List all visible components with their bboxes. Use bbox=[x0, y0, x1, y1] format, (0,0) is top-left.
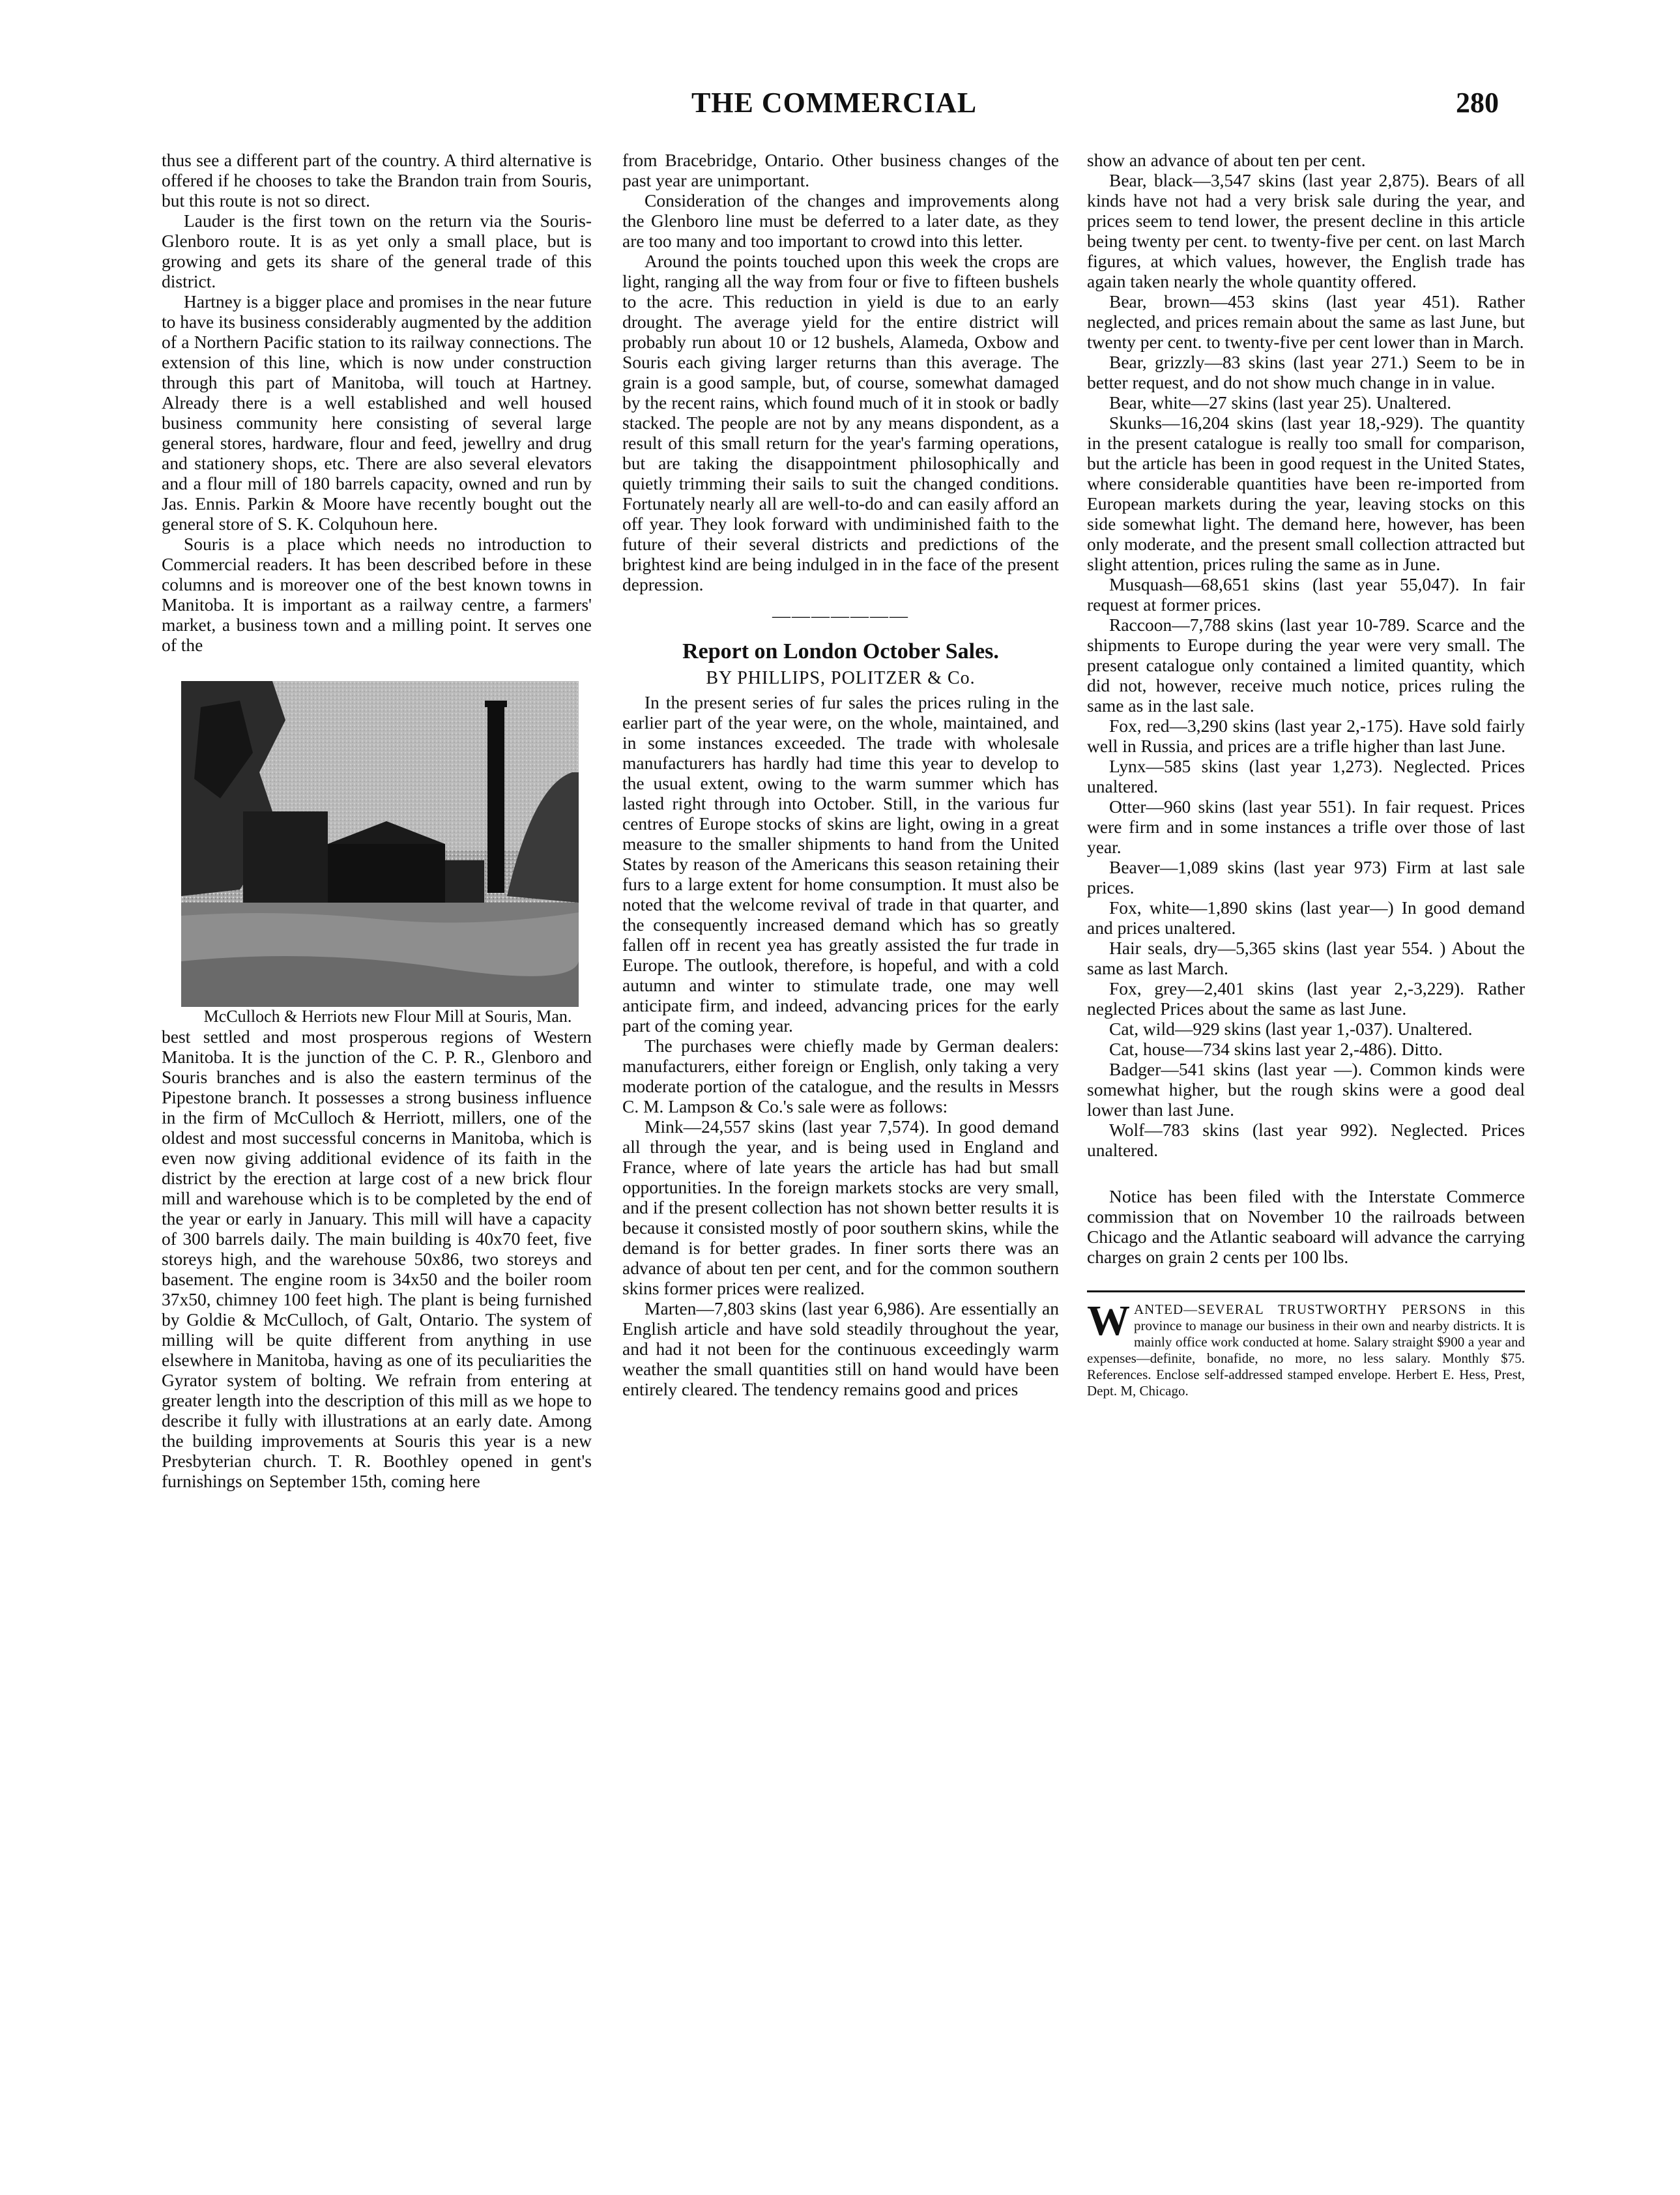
publication-title: THE COMMERCIAL bbox=[691, 87, 978, 119]
fur-entry: Lynx—585 skins (last year 1,273). Neglected. Prices unaltered. bbox=[1087, 756, 1525, 796]
col2-paragraph: Around the points touched upon this week the crops are light, ranging all the way from four or five to fifteen bushels to the acre. This reduction in yield is due to an early drought. The average yield for the entire district will probably run about 10 or 12 bushels, Alameda, Oxbow and Souris each giving larger returns than this average. The grain is a good sample, but, of course, somewhat damaged by the recent rains, which found much of it in stook or badly stacked. The people are not by any means dispondent, as a result of this small return for the year's farming operations, but are taking the disappointment philosophically and quietly trimming their sails to suit the changed conditions. Fortunately nearly all are well-to-do and can easily afford an off year. They look forward with undiminished faith to the future of their several districts and predictions of the brightest kind are being indulged in in the face of the present depression. bbox=[622, 251, 1059, 594]
article-byline: BY PHILLIPS, POLITZER & Co. bbox=[706, 668, 976, 688]
fur-entry: Cat, wild—929 skins (last year 1,-037). Unaltered. bbox=[1109, 1019, 1473, 1039]
ad-dropcap: W bbox=[1087, 1297, 1130, 1345]
fur-entry: Musquash—68,651 skins (last year 55,047). In fair request at former prices. bbox=[1087, 574, 1525, 615]
flour-mill-illustration bbox=[181, 681, 579, 1007]
fur-entry: Otter—960 skins (last year 551). In fair request. Prices were firm and in some instances a trifle over those of last year. bbox=[1087, 796, 1525, 857]
section-divider: ——————— bbox=[772, 606, 909, 626]
fur-entry: Mink—24,557 skins (last year 7,574). In good demand all through the year, and is being used in England and France, where of late years the article has had but small opportunities. In the foreign markets stocks are very small, and if the present collection has not shown better results it is because it consisted mostly of poor southern skins, while the demand is for better grades. In finer sorts there was an advance of about ten per cent, and for the common southern skins former prices were realized. bbox=[622, 1116, 1059, 1298]
fur-entry: Bear, grizzly—83 skins (last year 271.) Seem to be in better request, and do not show much change in in value. bbox=[1087, 352, 1525, 392]
col2-paragraph: from Bracebridge, Ontario. Other business changes of the past year are unimportant. bbox=[622, 150, 1059, 190]
fur-entry: Fox, red—3,290 skins (last year 2,-175). Have sold fairly well in Russia, and prices are a trifle higher than last June. bbox=[1087, 716, 1525, 756]
fur-entry: Raccoon—7,788 skins (last year 10-789. Scarce and the shipments to Europe during the year were very small. The present catalogue only contained a limited quantity, which did not, however, receive much notice, prices ruling the same as in the last sale. bbox=[1087, 615, 1525, 716]
fur-entry: Marten—7,803 skins (last year 6,986). Are essentially an English article and have sold steadily throughout the year, and had it not been for the continuous exceedingly warm weather the small quantities still on hand would have been entirely cleared. The tendency remains good and prices bbox=[622, 1298, 1059, 1399]
fur-entry: Fox, grey—2,401 skins (last year 2,-3,229). Rather neglected Prices about the same as last June. bbox=[1087, 978, 1525, 1019]
notice-text: Notice has been filed with the Interstate Commerce commission that on November 10 the railroads between Chicago and the Atlantic seaboard will advance the carrying charges on grain 2 cents per 100 lbs. bbox=[1087, 1186, 1525, 1267]
column-1 bbox=[162, 150, 592, 1491]
article-headline: Report on London October Sales. bbox=[682, 639, 999, 663]
fur-entry: Fox, white—1,890 skins (last year—) In good demand and prices unaltered. bbox=[1087, 897, 1525, 938]
page-header bbox=[0, 86, 1680, 125]
fur-entry: Skunks—16,204 skins (last year 18,-929). The quantity in the present catalogue is really too small for comparison, but the article has been in good request in the United States, where considerable quantities have been re-imported from European markets during the year, leaving stocks on this side somewhat light. The demand here, however, has been only moderate, and the present small collection attracted but slight attention, prices ruling the same as in June. bbox=[1087, 413, 1525, 574]
col1-paragraph: thus see a different part of the country. A third alternative is offered if he chooses to take the Brandon train from Souris, but this route is not so direct. bbox=[162, 150, 592, 211]
page-number: 280 bbox=[1456, 87, 1499, 119]
col2-paragraph: The purchases were chiefly made by German dealers: manufacturers, either foreign or English, only taking a very moderate portion of the catalogue, and the results in Messrs C. M. Lampson & Co.'s sale were as follows: bbox=[622, 1036, 1059, 1116]
fur-entry: Badger—541 skins (last year —). Common kinds were somewhat higher, but the rough skins were a good deal lower than last June. bbox=[1087, 1059, 1525, 1120]
rail-notice bbox=[1087, 1186, 1525, 1267]
fur-entry: Bear, brown—453 skins (last year 451). Rather neglected, and prices remain about the same as last June, but twenty per cent. to twenty-five per cent lower than in March. bbox=[1087, 291, 1525, 352]
col2-paragraph: Consideration of the changes and improvements along the Glenboro line must be deferred to a later date, as they are too many and too important to crowd into this letter. bbox=[622, 190, 1059, 251]
col1-paragraph: Souris is a place which needs no introduction to Commercial readers. It has been described before in these columns and is moreover one of the best known towns in Manitoba. It is important as a railway centre, a farmers' market, a business town and a milling point. It serves one of the bbox=[162, 534, 592, 655]
fur-entry: Cat, house—734 skins last year 2,-486). Ditto. bbox=[1109, 1039, 1443, 1059]
col1-paragraph: Hartney is a bigger place and promises in the near future to have its business considerably augmented by the addition of a Northern Pacific station to its railway connections. The extension of this line, which is now under construction through this part of Manitoba, will touch at Hartney. Already there is a well established and well housed business community here consisting of several large general stores, hardware, flour and feed, jewellry and drug and stationery shops, etc. There are also several elevators and a flour mill of 180 barrels capacity, owned and run by Jas. Ennis. Parkin & Moore have recently bought out the general store of S. K. Colquhoun here. bbox=[162, 291, 592, 534]
ad-body: in this province to manage our business in their own and nearby districts. It is mainly office work conducted at home. Salary straight $900 a year and expenses—definite, bonafide, no more, no less salary. Monthly $75. References. Enclose self-addressed stamped envelope. Herbert E. Hess, Prest, Dept. M, Chicago. bbox=[1087, 1301, 1525, 1399]
advertisement-rule bbox=[1087, 1290, 1525, 1292]
photo-caption: McCulloch & Herriots new Flour Mill at Souris, Man. bbox=[203, 1007, 572, 1026]
flour-mill-photograph bbox=[181, 681, 579, 1007]
col1-paragraph: Lauder is the first town on the return via the Souris-Glenboro route. It is as yet only a small place, but is growing and gets its share of the general trade of this district. bbox=[162, 211, 592, 291]
fur-entry: Wolf—783 skins (last year 992). Neglected. Prices unaltered. bbox=[1087, 1120, 1525, 1160]
column-3 bbox=[1087, 150, 1525, 1399]
fur-entry: Hair seals, dry—5,365 skins (last year 554. ) About the same as last March. bbox=[1087, 938, 1525, 978]
col3-paragraph: show an advance of about ten per cent. bbox=[1087, 150, 1366, 170]
ad-lead: ANTED—SEVERAL TRUSTWORTHY PERSONS bbox=[1134, 1301, 1467, 1317]
column-2 bbox=[622, 150, 1059, 1399]
fur-entry: Bear, black—3,547 skins (last year 2,875). Bears of all kinds have not had a very brisk sale during the year, and prices seem to tend lower, the present decline in this article being twenty per cent. to twenty-five per cent. on last March figures, at which values, however, the English trade has again taken nearly the whole quantity offered. bbox=[1087, 170, 1525, 291]
fur-entry: Beaver—1,089 skins (last year 973) Firm at last sale prices. bbox=[1087, 857, 1525, 897]
col1-paragraph: best settled and most prosperous regions of Western Manitoba. It is the junction of the C. P. R., Glenboro and Souris branches and is also the eastern terminus of the Pipestone branch. It possesses a strong business influence in the firm of McCulloch & Herriott, millers, one of the oldest and most successful concerns in Manitoba, which is even now giving additional evidence of its faith in the district by the erection at large cost of a new brick flour mill and warehouse which is to be completed by the end of the year or early in January. This mill will have a capacity of 300 barrels daily. The main building is 40x70 feet, five storeys high, and the warehouse 50x86, two storeys and basement. The engine room is 34x50 and the boiler room 37x50, chimney 100 feet high. The plant is being furnished by Goldie & McCulloch, of Galt, Ontario. The system of milling will be quite different from anything in use elsewhere in Manitoba, having as one of its peculiarities the Gyrator system of bolting. We refrain from entering at greater length into the description of this mill as we hope to describe it fully with illustrations at an early date. Among the building improvements at Souris this year is a new Presbyterian church. T. R. Boothley opened in gent's furnishings on September 15th, coming here bbox=[162, 1026, 592, 1491]
col2-paragraph: In the present series of fur sales the prices ruling in the earlier part of the year were, on the whole, maintained, and in some instances exceeded. The trade with wholesale manufacturers has hardly had time this year to develop to the usual extent, owing to the warm summer which has lasted right through into October. Still, in the various fur centres of Europe stocks of skins are light, owing in a great measure to the smaller shipments to hand from the United States by reason of the Americans this season retaining their furs to a large extent for home consumption. It must also be noted that the welcome revival of trade in that quarter, and the consequently increased demand which has so greatly fallen off in recent yea has greatly assisted the fur trade in Europe. The outlook, therefore, is hopeful, and with a cold autumn and winter to stimulate trade, one may well anticipate firm, and indeed, advancing prices for the early part of the coming year. bbox=[622, 692, 1059, 1036]
fur-entry: Bear, white—27 skins (last year 25). Unaltered. bbox=[1109, 392, 1452, 413]
wanted-advertisement bbox=[1087, 1297, 1525, 1399]
